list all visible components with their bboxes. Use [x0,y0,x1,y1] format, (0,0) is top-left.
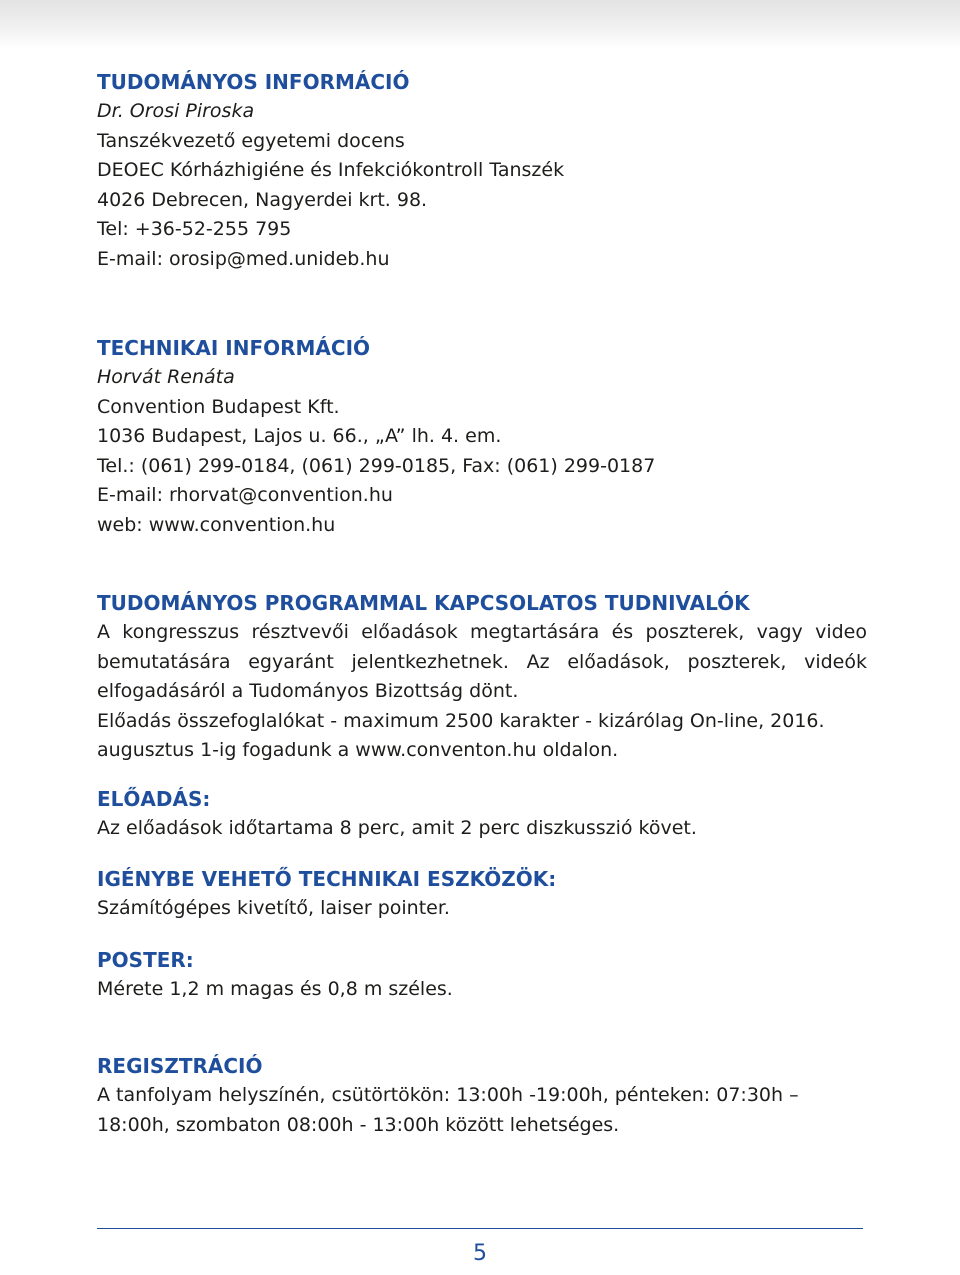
presentation-heading: ELŐADÁS: [97,786,211,811]
page-top-band [0,0,960,50]
footer-divider [97,1228,863,1229]
technical-contact-company: Convention Budapest Kft. [97,395,340,418]
technical-contact-address: 1036 Budapest, Lajos u. 66., „A” lh. 4. em. [97,425,502,447]
registration-section [97,1051,867,1140]
technical-contact-web: web: www.convention.hu [97,513,336,536]
scientific-info-heading: TUDOMÁNYOS INFORMÁCIÓ [97,70,410,94]
scientific-contact-department: DEOEC Kórházhigiéne és Infekciókontroll Tanszék [97,159,565,181]
poster-heading: POSTER: [97,947,194,972]
presentation-section [97,784,867,844]
page-number: 5 [473,1241,487,1266]
equipment-heading: IGÉNYBE VEHETŐ TECHNIKAI ESZKÖZÖK: [97,867,557,891]
presentation-text: Az előadások időtartama 8 perc, amit 2 perc diszkusszió követ. [97,816,697,839]
poster-section [97,945,867,1005]
program-info-paragraph-1: A kongresszus résztvevői előadások megtartására és poszterek, vagy video bemutatására egyaránt jelentkezhetnek. Az előadások, poszterek, videók elfogadásáról a Tudományos Bizottság dönt. [97,621,867,702]
program-info-section [97,588,867,766]
scientific-contact-email: E-mail: orosip@med.unideb.hu [97,247,390,270]
registration-text: A tanfolyam helyszínén, csütörtökön: 13:00h -19:00h, pénteken: 07:30h – 18:00h, szombaton 08:00h - 13:00h között lehetséges. [97,1084,799,1136]
program-info-heading: TUDOMÁNYOS PROGRAMMAL KAPCSOLATOS TUDNIVALÓK [97,591,750,615]
scientific-info-section [97,67,867,274]
technical-info-section [97,333,867,540]
page-content [97,67,867,1140]
scientific-contact-name: Dr. Orosi Piroska [97,100,255,122]
scientific-contact-phone: Tel: +36-52-255 795 [97,218,292,240]
technical-contact-phone: Tel.: (061) 299-0184, (061) 299-0185, Fax: (061) 299-0187 [97,454,656,477]
equipment-text: Számítógépes kivetítő, laiser pointer. [97,897,450,919]
registration-heading: REGISZTRÁCIÓ [97,1054,263,1078]
technical-info-heading: TECHNIKAI INFORMÁCIÓ [97,336,371,360]
program-info-paragraph-2: Előadás összefoglalókat - maximum 2500 karakter - kizárólag On-line, 2016. augusztus 1-ig fogadunk a www.conventon.hu oldalon. [97,709,825,761]
equipment-section [97,864,867,924]
scientific-contact-address: 4026 Debrecen, Nagyerdei krt. 98. [97,188,428,211]
technical-contact-email: E-mail: rhorvat@convention.hu [97,484,393,506]
technical-contact-name: Horvát Renáta [97,366,235,388]
poster-text: Mérete 1,2 m magas és 0,8 m széles. [97,977,453,1000]
scientific-contact-title: Tanszékvezető egyetemi docens [97,129,405,152]
